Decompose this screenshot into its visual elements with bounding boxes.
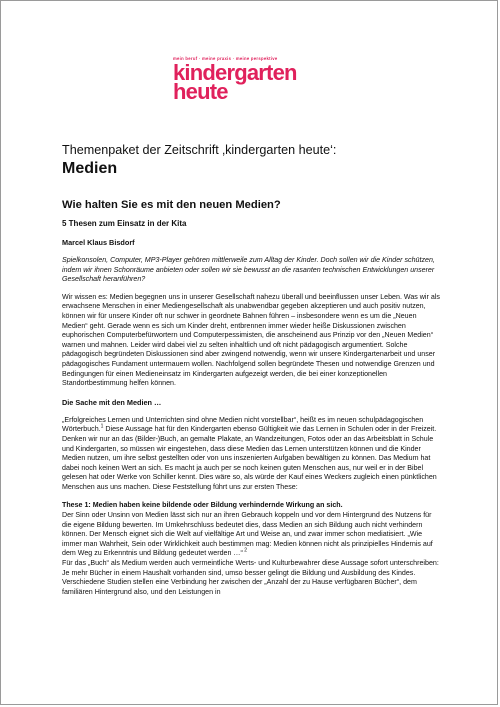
document-content — [62, 142, 442, 597]
lead-paragraph: Spielkonsolen, Computer, MP3-Player gehören mittlerweile zum Alltag der Kinder. Doch sollen wir die Kinder schützen, indem wir ihnen Schonräume anbieten oder sollen wir sie bewusst an die rasanten technischen Entwicklungen unserer Gesellschaft heranführen? — [62, 256, 435, 284]
paragraph-3-text: Der Sinn oder Unsinn von Medien lässt sich nur an ihren Gebrauch koppeln und vor dem Hintergrund des Nutzens für die eigene Bildung bewerten. Im Umkehrschluss bedeutet dies, dass Medien an sich Bildung auch nicht verhindern können. Der Mensch eignet sich die Welt auf vielfältige Art und Weise an, und zwar immer schon mediatisiert. „Wie immer man Wahrheit, Sein oder Wirklichkeit auch bestimmen mag: Medien können nicht als prinzipielles Hindernis auf dem Weg zu Erkenntnis und Bildung gedeutet werden …“ — [62, 511, 433, 558]
page-title: Medien — [62, 160, 118, 177]
paragraph-2-part-a: „Erfolgreiches Lernen und Unterrichten sind ohne Medien nicht vorstellbar“, heißt es im neuen schulpädagogischen Wörterbuch. — [62, 415, 424, 434]
footnote-ref-1: 1 — [100, 423, 104, 430]
logo-line-kindergarten: kindergarten — [173, 60, 297, 85]
footnote-ref-2: 2 — [242, 548, 248, 555]
section-heading-medien: Die Sache mit den Medien … — [62, 397, 162, 407]
paragraph-2-part-b: Diese Aussage hat für den Kindergarten ebenso Gültigkeit wie das Lernen in Schulen oder in der Freizeit. Denken wir nur an das (Bilder-)Buch, an gemalte Plakate, an Wandzeitungen, Fotos oder an das Arbeitsblatt in Schule und Kindergarten, so müssen wir eingestehen, dass diese Medien das Lernen unterstützen können und die Kinder Medien nutzen, um ihre selbst gestellten oder von uns inszenierten Aufgaben bewältigen zu können. Das Medium hat dabei noch keinen Wert an sich. Es macht ja auch per se noch keinen guten Menschen aus, nur weil er in der Bibel gelesen hat oder Werke von Schiller kennt. Dies wäre so, als würde der Kauf eines Weckers zugleich einen pünktlichen Menschen aus uns machen. Diese Feststellung führt uns zur ersten These: — [62, 425, 437, 491]
body-paragraph-2 — [62, 416, 442, 493]
article-heading: Wie halten Sie es mit den neuen Medien? — [62, 199, 281, 211]
body-paragraph-3 — [62, 511, 442, 559]
author-name: Marcel Klaus Bisdorf — [62, 238, 135, 247]
body-paragraph-4: Für das „Buch“ als Medium werden auch vermeintliche Werts- und Kulturbewahrer diese Aussage sofort unterschreiben: Je mehr Bücher in einem Haushalt vorhanden sind, umso besser gelingt die Bildung und Ausbildung des Kindes. Verschiedene Studien stellen eine Verbindung her zwischen der „Anzahl der zu Hause verfügbaren Bücher“, dem familiären Hintergrund also, und den Leistungen in — [62, 559, 439, 596]
intro-line: Themenpaket der Zeitschrift ‚kindergarten heute‘: — [62, 143, 337, 157]
article-subheading: 5 Thesen zum Einsatz in der Kita — [62, 219, 187, 228]
body-paragraph-1: Wir wissen es: Medien begegnen uns in unserer Gesellschaft nahezu überall und beeinflussen unser Leben. Was wir als erwachsene Menschen in einer Mediengesellschaft als unabwendbar gegeben akzeptieren und auch positiv nutzen, können wir für unsere Kinder oft nur schwer in geordnete Bahnen führen – insbesondere wenn es um die „Neuen Medien“ geht. Gerade wenn es sich um Kinder dreht, entbrennen immer wieder heiße Diskussionen zwischen euphorischen Computerbefürwortern und Computerpessimisten, die anscheinend aus Prinzip vor den „Neuen Medien“ warnen und mahnen. Leider wird dabei viel zu selten inhaltlich und oft nicht pädagogisch argumentiert. Solche pädagogisch begründeten Diskussionen sind aber zwingend notwendig, wenn wir unsere Kindergartenarbeit und unser pädagogisches Fundament untermauern wollen. Nachfolgend sollen begründete Thesen und notwendige Grenzen und Bedingungen für einen Medieneinsatz im Kindergarten aufgezeigt werden, die bei einer konzeptionellen Standortbestimmung helfen können. — [62, 292, 440, 388]
thesis-1-heading: These 1: Medien haben keine bildende oder Bildung verhindernde Wirkung an sich. — [62, 501, 343, 510]
kindergarten-heute-logo — [173, 56, 333, 104]
logo-tagline: mein beruf · meine praxis · meine perspektive — [173, 56, 278, 61]
logo-line-heute: heute — [173, 79, 228, 104]
